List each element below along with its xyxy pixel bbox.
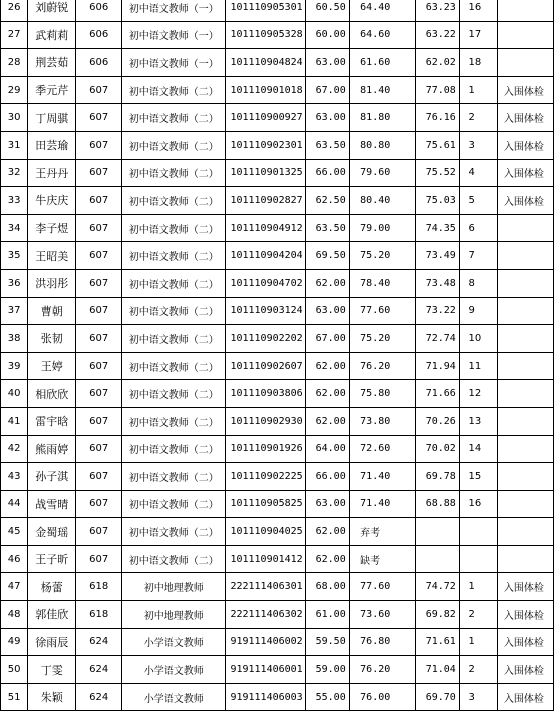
- exam-id-cell: 101110904702: [226, 269, 305, 297]
- post-code-cell: 607: [76, 131, 122, 159]
- table-row: [1, 325, 554, 353]
- interview-score-cell: 71.40: [350, 490, 416, 518]
- remark-cell: [497, 463, 553, 491]
- post-code-cell: 607: [76, 187, 122, 215]
- written-score-cell: 63.50: [305, 131, 350, 159]
- exam-id-cell: 101110902607: [226, 352, 305, 380]
- candidate-name-cell: 雷宇晗: [28, 407, 76, 435]
- post-code-cell: 618: [76, 601, 122, 629]
- candidate-name-cell: 王子昕: [28, 545, 76, 573]
- row-number-cell: 37: [1, 297, 28, 325]
- interview-score-cell: 64.60: [350, 21, 416, 49]
- row-number-cell: 35: [1, 242, 28, 270]
- exam-id-cell: 101110902930: [226, 407, 305, 435]
- exam-id-cell: 101110902827: [226, 187, 305, 215]
- rank-cell: 3: [459, 131, 497, 159]
- written-score-cell: 69.50: [305, 242, 350, 270]
- table-row: [1, 131, 554, 159]
- row-number-cell: 51: [1, 683, 28, 711]
- total-score-cell: 74.72: [415, 573, 459, 601]
- candidate-name-cell: 刘蔚锐: [28, 0, 76, 21]
- total-score-cell: 75.52: [415, 159, 459, 187]
- row-number-cell: 43: [1, 463, 28, 491]
- written-score-cell: 67.00: [305, 76, 350, 104]
- row-number-cell: 27: [1, 21, 28, 49]
- candidate-name-cell: 李子煜: [28, 214, 76, 242]
- post-name-cell: 初中语文教师（二）: [122, 545, 226, 573]
- table-row: [1, 573, 554, 601]
- interview-score-cell: 76.20: [350, 352, 416, 380]
- candidate-name-cell: 洪羽彤: [28, 269, 76, 297]
- row-number-cell: 46: [1, 545, 28, 573]
- remark-cell: [497, 21, 553, 49]
- rank-cell: 14: [459, 435, 497, 463]
- table-row: [1, 352, 554, 380]
- total-score-cell: 74.35: [415, 214, 459, 242]
- rank-cell: 1: [459, 573, 497, 601]
- post-code-cell: 624: [76, 656, 122, 684]
- remark-cell: [497, 297, 553, 325]
- written-score-cell: 60.50: [305, 0, 350, 21]
- interview-score-cell: 72.60: [350, 435, 416, 463]
- total-score-cell: 63.22: [415, 21, 459, 49]
- rank-cell: 13: [459, 407, 497, 435]
- post-code-cell: 607: [76, 352, 122, 380]
- post-code-cell: 606: [76, 0, 122, 21]
- post-code-cell: 606: [76, 21, 122, 49]
- post-name-cell: 初中语文教师（二）: [122, 242, 226, 270]
- interview-score-cell: 80.40: [350, 187, 416, 215]
- exam-id-cell: 101110900927: [226, 104, 305, 132]
- exam-id-cell: 101110904912: [226, 214, 305, 242]
- interview-score-cell: 75.20: [350, 242, 416, 270]
- table-row: [1, 297, 554, 325]
- remark-cell: [497, 325, 553, 353]
- post-code-cell: 607: [76, 104, 122, 132]
- post-name-cell: 初中语文教师（二）: [122, 297, 226, 325]
- row-number-cell: 32: [1, 159, 28, 187]
- table-row: [1, 601, 554, 629]
- post-name-cell: 初中语文教师（一）: [122, 0, 226, 21]
- post-name-cell: 初中地理教师: [122, 573, 226, 601]
- row-number-cell: 31: [1, 131, 28, 159]
- rank-cell: 18: [459, 49, 497, 77]
- remark-cell: 入围体检: [497, 628, 553, 656]
- table-row: [1, 435, 554, 463]
- table-body: [1, 0, 554, 711]
- exam-id-cell: 222111406302: [226, 601, 305, 629]
- rank-cell: 9: [459, 297, 497, 325]
- remark-cell: [497, 435, 553, 463]
- candidate-name-cell: 曹朝: [28, 297, 76, 325]
- rank-cell: 2: [459, 601, 497, 629]
- total-score-cell: 72.74: [415, 325, 459, 353]
- interview-score-cell: 71.40: [350, 463, 416, 491]
- remark-cell: [497, 352, 553, 380]
- post-name-cell: 初中语文教师（一）: [122, 49, 226, 77]
- table-row: [1, 380, 554, 408]
- post-code-cell: 607: [76, 269, 122, 297]
- rank-cell: 1: [459, 76, 497, 104]
- post-code-cell: 607: [76, 435, 122, 463]
- remark-cell: [497, 545, 553, 573]
- written-score-cell: 62.00: [305, 545, 350, 573]
- total-score-cell: 77.08: [415, 76, 459, 104]
- total-score-cell: 76.16: [415, 104, 459, 132]
- candidate-name-cell: 金蜀瑶: [28, 518, 76, 546]
- exam-id-cell: 919111406003: [226, 683, 305, 711]
- remark-cell: [497, 380, 553, 408]
- candidate-name-cell: 牛庆庆: [28, 187, 76, 215]
- post-name-cell: 初中语文教师（二）: [122, 131, 226, 159]
- table-row: [1, 545, 554, 573]
- candidate-name-cell: 熊雨婷: [28, 435, 76, 463]
- rank-cell: 17: [459, 21, 497, 49]
- total-score-cell: 73.22: [415, 297, 459, 325]
- row-number-cell: 36: [1, 269, 28, 297]
- candidate-name-cell: 战雪晴: [28, 490, 76, 518]
- remark-cell: [497, 49, 553, 77]
- candidate-name-cell: 丁周骐: [28, 104, 76, 132]
- exam-id-cell: 101110901926: [226, 435, 305, 463]
- post-code-cell: 607: [76, 545, 122, 573]
- remark-cell: [497, 214, 553, 242]
- interview-score-cell: 80.80: [350, 131, 416, 159]
- remark-cell: 入围体检: [497, 187, 553, 215]
- interview-score-cell: 75.80: [350, 380, 416, 408]
- post-code-cell: 607: [76, 242, 122, 270]
- written-score-cell: 68.00: [305, 573, 350, 601]
- candidate-name-cell: 田芸瑜: [28, 131, 76, 159]
- interview-score-cell: 77.60: [350, 297, 416, 325]
- row-number-cell: 49: [1, 628, 28, 656]
- row-number-cell: 41: [1, 407, 28, 435]
- remark-cell: 入围体检: [497, 573, 553, 601]
- post-name-cell: 初中语文教师（二）: [122, 435, 226, 463]
- rank-cell: 12: [459, 380, 497, 408]
- interview-score-cell: 73.60: [350, 601, 416, 629]
- table-row: [1, 187, 554, 215]
- table-row: [1, 104, 554, 132]
- table-row: [1, 463, 554, 491]
- post-name-cell: 初中语文教师（二）: [122, 187, 226, 215]
- written-score-cell: 63.00: [305, 297, 350, 325]
- written-score-cell: 62.00: [305, 380, 350, 408]
- interview-score-cell: 61.60: [350, 49, 416, 77]
- written-score-cell: 63.00: [305, 490, 350, 518]
- total-score-cell: 71.04: [415, 656, 459, 684]
- rank-cell: 2: [459, 656, 497, 684]
- post-name-cell: 初中语文教师（二）: [122, 269, 226, 297]
- remark-cell: 入围体检: [497, 131, 553, 159]
- interview-score-cell: 75.20: [350, 325, 416, 353]
- rank-cell: 11: [459, 352, 497, 380]
- remark-cell: 入围体检: [497, 683, 553, 711]
- row-number-cell: 39: [1, 352, 28, 380]
- exam-id-cell: 919111406001: [226, 656, 305, 684]
- post-code-cell: 624: [76, 683, 122, 711]
- written-score-cell: 63.00: [305, 49, 350, 77]
- total-score-cell: 75.61: [415, 131, 459, 159]
- interview-score-cell: 弃考: [350, 518, 416, 546]
- interview-score-cell: 76.00: [350, 683, 416, 711]
- post-code-cell: 607: [76, 380, 122, 408]
- total-score-cell: [415, 518, 459, 546]
- remark-cell: [497, 242, 553, 270]
- row-number-cell: 48: [1, 601, 28, 629]
- exam-id-cell: 101110905328: [226, 21, 305, 49]
- interview-score-cell: 79.60: [350, 159, 416, 187]
- interview-score-cell: 77.60: [350, 573, 416, 601]
- post-code-cell: 607: [76, 407, 122, 435]
- remark-cell: [497, 407, 553, 435]
- row-number-cell: 28: [1, 49, 28, 77]
- rank-cell: 5: [459, 187, 497, 215]
- total-score-cell: 75.03: [415, 187, 459, 215]
- row-number-cell: 50: [1, 656, 28, 684]
- interview-score-cell: 81.80: [350, 104, 416, 132]
- remark-cell: [497, 0, 553, 21]
- written-score-cell: 62.00: [305, 352, 350, 380]
- written-score-cell: 61.00: [305, 601, 350, 629]
- written-score-cell: 55.00: [305, 683, 350, 711]
- exam-id-cell: 919111406002: [226, 628, 305, 656]
- written-score-cell: 63.00: [305, 104, 350, 132]
- table-row: [1, 656, 554, 684]
- total-score-cell: 69.70: [415, 683, 459, 711]
- rank-cell: 3: [459, 683, 497, 711]
- total-score-cell: 71.94: [415, 352, 459, 380]
- exam-id-cell: 101110904824: [226, 49, 305, 77]
- total-score-cell: 71.61: [415, 628, 459, 656]
- post-name-cell: 初中语文教师（二）: [122, 407, 226, 435]
- total-score-cell: 62.02: [415, 49, 459, 77]
- interview-score-cell: 缺考: [350, 545, 416, 573]
- post-name-cell: 小学语文教师: [122, 628, 226, 656]
- written-score-cell: 66.00: [305, 159, 350, 187]
- row-number-cell: 33: [1, 187, 28, 215]
- rank-cell: 16: [459, 490, 497, 518]
- table-row: [1, 21, 554, 49]
- table-row: [1, 49, 554, 77]
- post-code-cell: 607: [76, 297, 122, 325]
- total-score-cell: 69.82: [415, 601, 459, 629]
- post-name-cell: 小学语文教师: [122, 656, 226, 684]
- written-score-cell: 60.00: [305, 21, 350, 49]
- candidate-name-cell: 武莉莉: [28, 21, 76, 49]
- written-score-cell: 64.00: [305, 435, 350, 463]
- candidate-name-cell: 徐雨辰: [28, 628, 76, 656]
- table-row: [1, 518, 554, 546]
- row-number-cell: 40: [1, 380, 28, 408]
- candidate-name-cell: 朱颖: [28, 683, 76, 711]
- post-code-cell: 624: [76, 628, 122, 656]
- written-score-cell: 62.50: [305, 187, 350, 215]
- candidate-name-cell: 王婷: [28, 352, 76, 380]
- candidate-name-cell: 荆芸茹: [28, 49, 76, 77]
- rank-cell: 1: [459, 628, 497, 656]
- rank-cell: 8: [459, 269, 497, 297]
- row-number-cell: 30: [1, 104, 28, 132]
- total-score-cell: 73.48: [415, 269, 459, 297]
- row-number-cell: 44: [1, 490, 28, 518]
- total-score-cell: 69.78: [415, 463, 459, 491]
- row-number-cell: 34: [1, 214, 28, 242]
- candidate-name-cell: 张韧: [28, 325, 76, 353]
- remark-cell: 入围体检: [497, 76, 553, 104]
- written-score-cell: 66.00: [305, 463, 350, 491]
- interview-score-cell: 81.40: [350, 76, 416, 104]
- total-score-cell: [415, 545, 459, 573]
- rank-cell: 16: [459, 0, 497, 21]
- remark-cell: [497, 490, 553, 518]
- exam-id-cell: 101110901412: [226, 545, 305, 573]
- candidate-name-cell: 王昭美: [28, 242, 76, 270]
- candidate-name-cell: 相欣欣: [28, 380, 76, 408]
- row-number-cell: 47: [1, 573, 28, 601]
- written-score-cell: 62.00: [305, 518, 350, 546]
- written-score-cell: 62.00: [305, 407, 350, 435]
- written-score-cell: 67.00: [305, 325, 350, 353]
- interview-score-cell: 64.40: [350, 0, 416, 21]
- rank-cell: 6: [459, 214, 497, 242]
- post-code-cell: 607: [76, 518, 122, 546]
- post-code-cell: 607: [76, 214, 122, 242]
- post-code-cell: 607: [76, 76, 122, 104]
- total-score-cell: 71.66: [415, 380, 459, 408]
- row-number-cell: 26: [1, 0, 28, 21]
- written-score-cell: 59.50: [305, 628, 350, 656]
- table-row: [1, 0, 554, 21]
- post-code-cell: 607: [76, 463, 122, 491]
- written-score-cell: 59.00: [305, 656, 350, 684]
- exam-id-cell: 101110902301: [226, 131, 305, 159]
- interview-score-cell: 76.80: [350, 628, 416, 656]
- post-code-cell: 606: [76, 49, 122, 77]
- exam-id-cell: 222111406301: [226, 573, 305, 601]
- table-row: [1, 490, 554, 518]
- table-row: [1, 683, 554, 711]
- table-row: [1, 76, 554, 104]
- post-name-cell: 初中语文教师（二）: [122, 518, 226, 546]
- interview-score-cell: 73.80: [350, 407, 416, 435]
- post-name-cell: 初中语文教师（二）: [122, 463, 226, 491]
- candidate-name-cell: 王丹丹: [28, 159, 76, 187]
- candidate-name-cell: 季元芹: [28, 76, 76, 104]
- post-code-cell: 607: [76, 490, 122, 518]
- remark-cell: 入围体检: [497, 159, 553, 187]
- rank-cell: 4: [459, 159, 497, 187]
- exam-id-cell: 101110905301: [226, 0, 305, 21]
- rank-cell: 15: [459, 463, 497, 491]
- remark-cell: 入围体检: [497, 656, 553, 684]
- exam-id-cell: 101110903124: [226, 297, 305, 325]
- post-name-cell: 初中语文教师（二）: [122, 380, 226, 408]
- interview-score-cell: 79.00: [350, 214, 416, 242]
- table-row: [1, 628, 554, 656]
- total-score-cell: 70.02: [415, 435, 459, 463]
- post-name-cell: 初中语文教师（二）: [122, 325, 226, 353]
- table-row: [1, 242, 554, 270]
- post-name-cell: 小学语文教师: [122, 683, 226, 711]
- row-number-cell: 42: [1, 435, 28, 463]
- post-name-cell: 初中语文教师（二）: [122, 214, 226, 242]
- total-score-cell: 63.23: [415, 0, 459, 21]
- interview-score-cell: 76.20: [350, 656, 416, 684]
- candidate-name-cell: 杨蕾: [28, 573, 76, 601]
- exam-id-cell: 101110904025: [226, 518, 305, 546]
- rank-cell: 2: [459, 104, 497, 132]
- row-number-cell: 45: [1, 518, 28, 546]
- exam-id-cell: 101110905825: [226, 490, 305, 518]
- written-score-cell: 62.00: [305, 269, 350, 297]
- exam-id-cell: 101110904204: [226, 242, 305, 270]
- post-name-cell: 初中语文教师（二）: [122, 104, 226, 132]
- table-row: [1, 159, 554, 187]
- post-name-cell: 初中语文教师（一）: [122, 21, 226, 49]
- remark-cell: 入围体检: [497, 601, 553, 629]
- remark-cell: [497, 269, 553, 297]
- rank-cell: 7: [459, 242, 497, 270]
- post-code-cell: 607: [76, 159, 122, 187]
- table-row: [1, 269, 554, 297]
- rank-cell: 10: [459, 325, 497, 353]
- exam-id-cell: 101110901325: [226, 159, 305, 187]
- table-row: [1, 407, 554, 435]
- rank-cell: [459, 545, 497, 573]
- exam-id-cell: 101110901018: [226, 76, 305, 104]
- post-name-cell: 初中语文教师（二）: [122, 490, 226, 518]
- post-name-cell: 初中语文教师（二）: [122, 159, 226, 187]
- total-score-cell: 68.88: [415, 490, 459, 518]
- post-name-cell: 初中语文教师（二）: [122, 352, 226, 380]
- row-number-cell: 29: [1, 76, 28, 104]
- table-row: [1, 214, 554, 242]
- post-code-cell: 618: [76, 573, 122, 601]
- post-name-cell: 初中语文教师（二）: [122, 76, 226, 104]
- remark-cell: [497, 518, 553, 546]
- interview-score-cell: 78.40: [350, 269, 416, 297]
- post-name-cell: 初中地理教师: [122, 601, 226, 629]
- written-score-cell: 63.50: [305, 214, 350, 242]
- candidate-name-cell: 郭佳欣: [28, 601, 76, 629]
- candidate-name-cell: 丁雯: [28, 656, 76, 684]
- row-number-cell: 38: [1, 325, 28, 353]
- total-score-cell: 73.49: [415, 242, 459, 270]
- candidate-name-cell: 孙子淇: [28, 463, 76, 491]
- total-score-cell: 70.26: [415, 407, 459, 435]
- exam-id-cell: 101110902202: [226, 325, 305, 353]
- remark-cell: 入围体检: [497, 104, 553, 132]
- exam-id-cell: 101110902225: [226, 463, 305, 491]
- exam-id-cell: 101110903806: [226, 380, 305, 408]
- post-code-cell: 607: [76, 325, 122, 353]
- rank-cell: [459, 518, 497, 546]
